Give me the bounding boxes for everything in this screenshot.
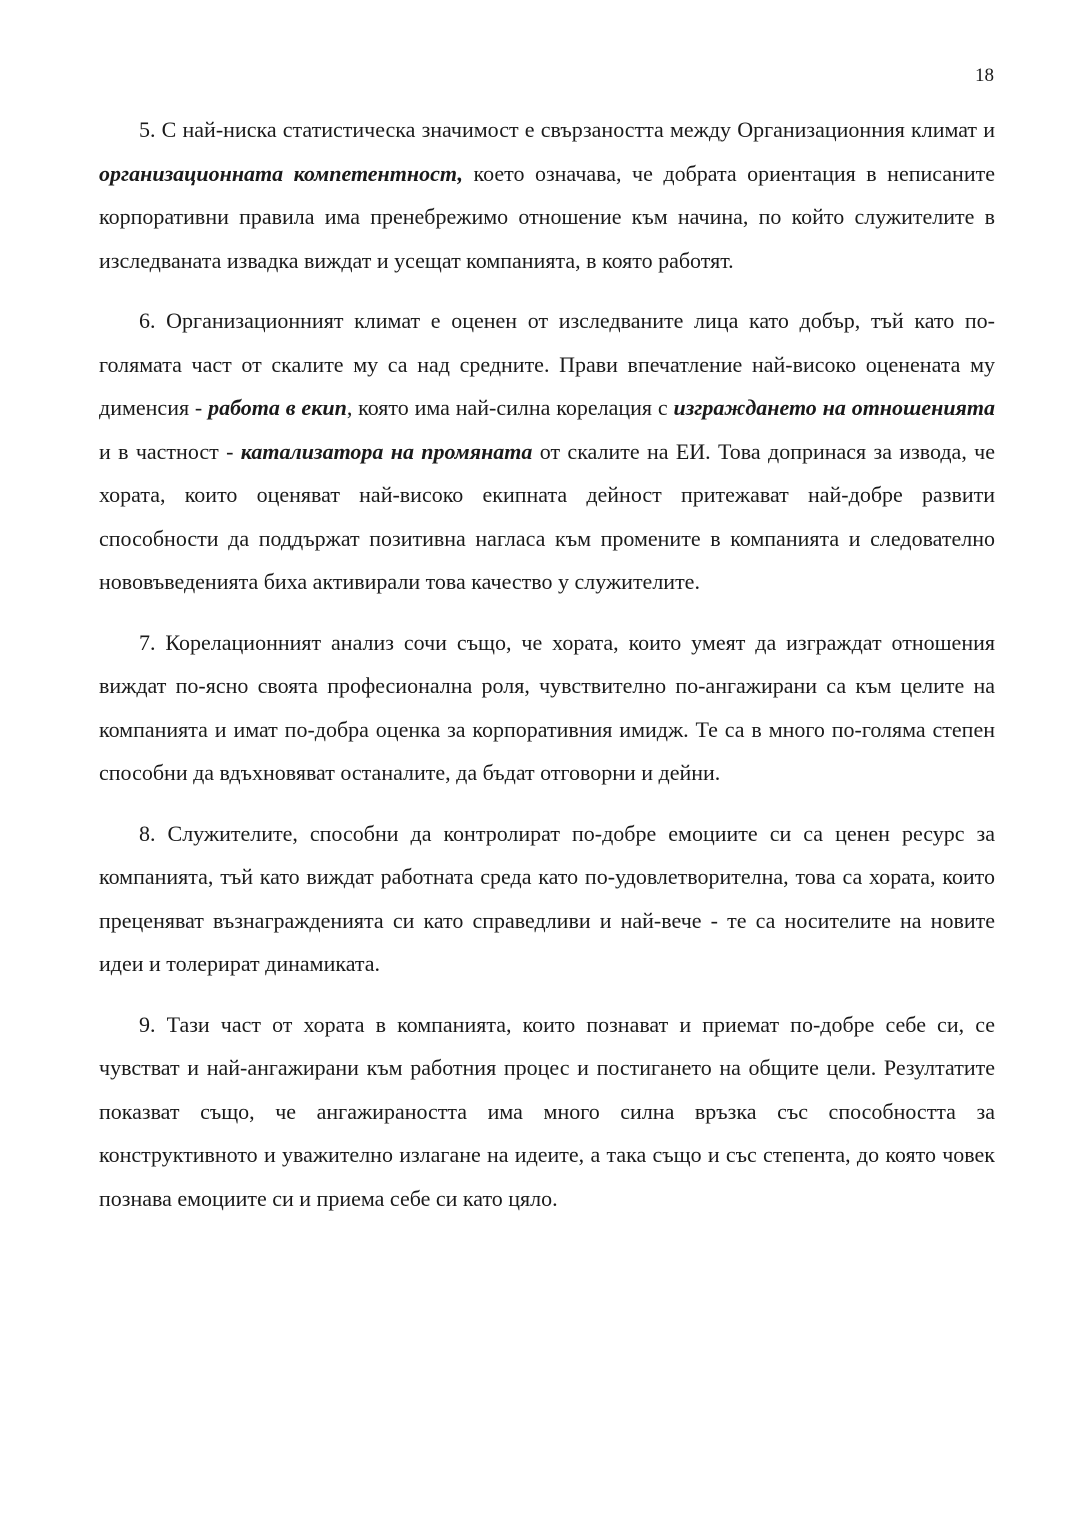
emphasis-term: организационната компетентност, <box>99 160 463 186</box>
paragraph-8: 8. Служителите, способни да контролират по-добре емоциите си са ценен ресурс за компанията, тъй като виждат работната среда като по-удовлетворителна, това са хората, които преценяват възнагражденията си като справедливи и най-вече - те са носителите на новите идеи и толерират динамиката. <box>99 820 995 976</box>
paragraph-text: от скалите на ЕИ. Това допринася за извода, че хората, които оценяват най-високо екипната дейност притежават най-добре развити способности да поддържат позитивна нагласа към промените в компанията и следователно нововъведенията биха активирали това качество у служителите. <box>99 438 995 594</box>
emphasis-term: работа в екип <box>208 395 347 420</box>
paragraph-text: което означава, че добрата ориентация в неписаните корпоративни правила има пренебрежимо отношение към начина, по който служителите в изследваната извадка виждат и усещат компанията, в която работят. <box>99 160 995 273</box>
paragraph-text: , която има най-силна корелация с <box>346 395 674 420</box>
paragraph-5 <box>99 108 995 282</box>
paragraph-7: 7. Корелационният анализ сочи също, че хората, които умеят да изграждат отношения виждат по-ясно своята професионална роля, чувствително по-ангажирани са към целите на компанията и имат по-добра оценка за корпоративния имидж. Те са в много по-голяма степен способни да вдъхновяват останалите, да бъдат отговорни и дейни. <box>99 629 995 785</box>
paragraph-text: и в частност - <box>99 438 241 464</box>
page-number: 18 <box>975 65 994 86</box>
body-text <box>99 108 995 1237</box>
paragraph-9: 9. Тази част от хората в компанията, които познават и приемат по-добре себе си, се чувстват и най-ангажирани към работния процес и постигането на общите цели. Резултатите показват също, че ангажираността има много силна връзка със способността за конструктивното и уважително излагане на идеите, а така също и със степента, до която човек познава емоциите си и приема себе си като цяло. <box>99 1011 995 1211</box>
emphasis-term: катализатора на промяната <box>240 438 533 464</box>
paragraph-6 <box>99 299 995 604</box>
paragraph-text: 6. Организационният климат е оценен от изследваните лица като добър, тъй като по-голямата част от скалите му са над средните. Прави впечатление най-високо оценената му дименсия - <box>99 308 995 420</box>
emphasis-term: изграждането на отношенията <box>673 395 996 420</box>
paragraph-text: 5. С най-ниска статистическа значимост е свързаността между Организационния климат и <box>139 117 995 142</box>
